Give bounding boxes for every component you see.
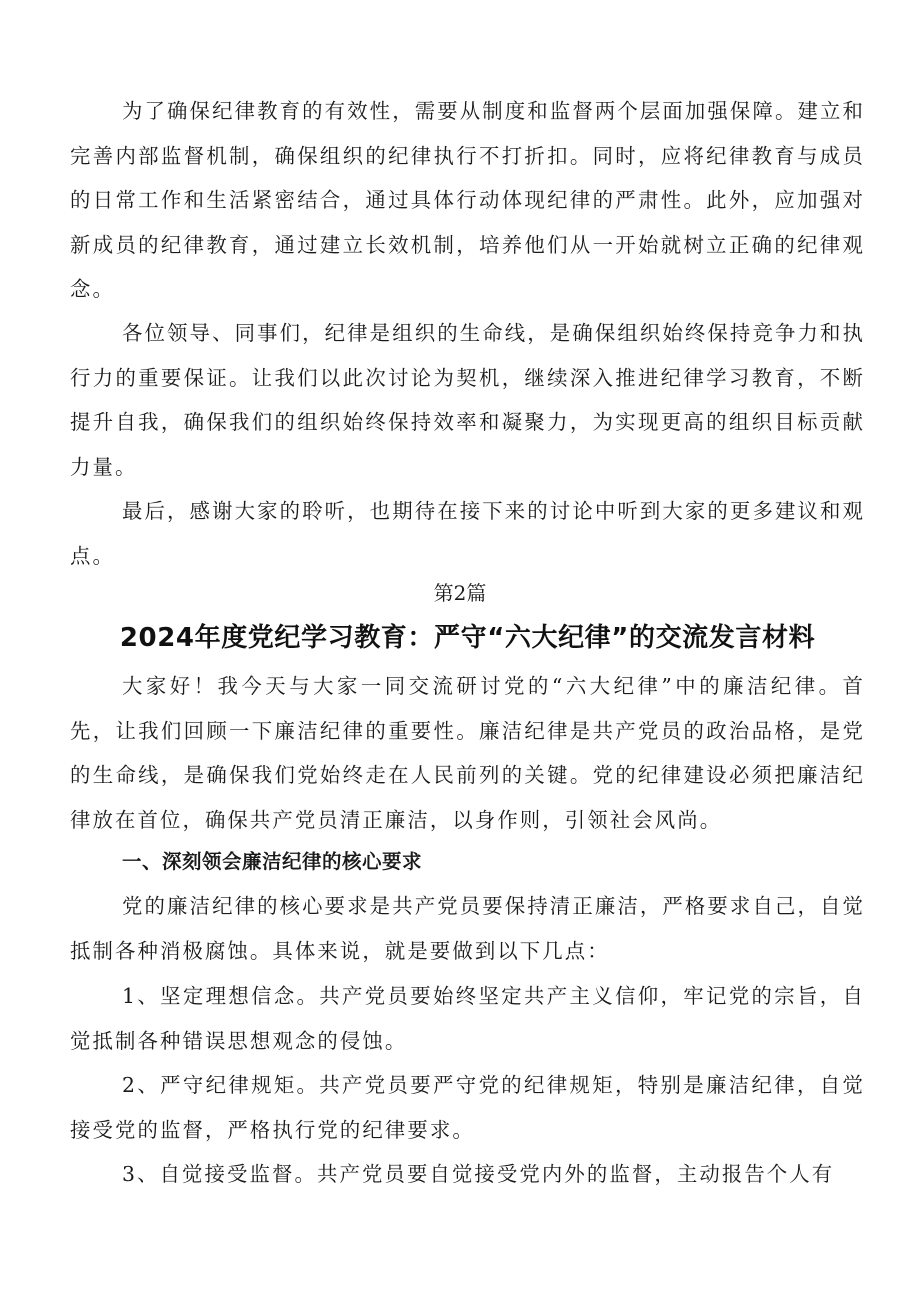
list-item-3: 3、自觉接受监督。共产党员要自觉接受党内外的监督，主动报告个人有 xyxy=(122,1162,835,1186)
list-item-2: 2、严守纪律规矩。共产党员要严守党的纪律规矩，特别是廉洁纪律，自觉接受党的监督，严格执行党的纪律要求。 xyxy=(70,1073,865,1142)
paragraph-discipline-assurance: 为了确保纪律教育的有效性，需要从制度和监督两个层面加强保障。建立和完善内部监督机制，确保组织的纪律执行不打折扣。同时，应将纪律教育与成员的日常工作和生活紧密结合，通过具体行动体现纪律的严肃性。此外，应加强对新成员的纪律教育，通过建立长效机制，培养他们从一开始就树立正确的纪律观念。 xyxy=(70,99,865,302)
section-label: 第2篇 xyxy=(433,581,487,605)
paragraph-lifeline: 各位领导、同事们，纪律是组织的生命线，是确保组织始终保持竞争力和执行力的重要保证。让我们以此次讨论为契机，继续深入推进纪律学习教育，不断提升自我，确保我们的组织始终保持效率和凝聚力，为实现更高的组织目标贡献力量。 xyxy=(70,321,865,479)
paragraph-intro: 大家好！我今天与大家一同交流研讨党的“六大纪律”中的廉洁纪律。首先，让我们回顾一下廉洁纪律的重要性。廉洁纪律是共产党员的政治品格，是党的生命线，是确保我们党始终走在人民前列的关键。党的纪律建设必须把廉洁纪律放在首位，确保共产党员清正廉洁，以身作则，引领社会风尚。 xyxy=(70,674,865,832)
section-heading-1: 一、深刻领会廉洁纪律的核心要求 xyxy=(122,850,423,873)
list-item-1: 1、坚定理想信念。共产党员要始终坚定共产主义信仰，牢记党的宗旨，自觉抵制各种错误思想观念的侵蚀。 xyxy=(70,984,865,1053)
paragraph-thanks: 最后，感谢大家的聆听，也期待在接下来的讨论中听到大家的更多建议和观点。 xyxy=(70,499,865,568)
paragraph-core-requirements: 党的廉洁纪律的核心要求是共产党员要保持清正廉洁，严格要求自己，自觉抵制各种消极腐蚀。具体来说，就是要做到以下几点： xyxy=(70,894,865,963)
document-title: 2024年度党纪学习教育：严守“六大纪律”的交流发言材料 xyxy=(119,623,816,653)
